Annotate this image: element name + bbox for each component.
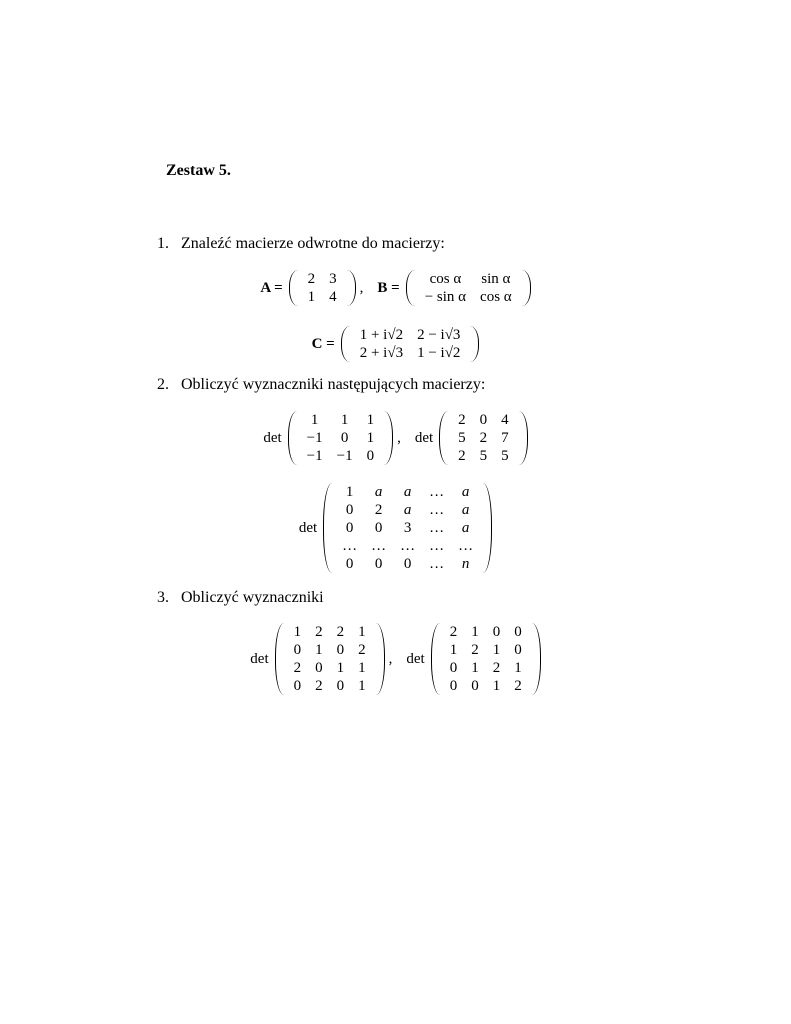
matrix-entry: 0 [471, 678, 479, 694]
matrix-entry: 1 [358, 678, 366, 694]
matrix-entry: a [403, 484, 412, 500]
right-paren [347, 270, 356, 306]
right-paren [522, 270, 531, 306]
matrix-entry: 0 [492, 624, 501, 640]
matrix-entry: … [429, 538, 445, 554]
matrix-entry: 2 [336, 624, 345, 640]
matrix-b-label: B = [377, 279, 400, 296]
matrix-entry: 2 [315, 678, 323, 694]
det-label: det [250, 650, 269, 667]
det-label: det [298, 519, 318, 536]
separator: , [359, 279, 364, 296]
matrix-row [300, 429, 381, 447]
matrix-row [443, 659, 529, 677]
equation-row-det-n [0, 480, 791, 576]
problem-number: 1. [157, 235, 169, 252]
matrix-entry: a [461, 520, 470, 536]
matrix-entry: 2 [293, 660, 302, 676]
matrix-row [287, 677, 373, 695]
equation-row-det-4x4 [0, 620, 791, 698]
problem-2 [157, 376, 485, 394]
problem-text: Obliczyć wyznaczniki [181, 589, 324, 606]
matrix-entry: 1 [492, 678, 501, 694]
matrix-entry: … [458, 538, 474, 554]
page-title: Zestaw 5. [166, 162, 231, 179]
right-paren [384, 411, 393, 465]
matrix-entry: 3 [329, 271, 337, 287]
matrix-entry: 1 − i√2 [417, 345, 461, 361]
matrix-entry: 1 [366, 430, 375, 446]
right-paren [470, 326, 479, 362]
matrix-entry: … [400, 538, 416, 554]
right-paren [532, 623, 541, 695]
equation-row-c [0, 322, 791, 366]
left-paren [431, 623, 440, 695]
matrix-a-label: A = [260, 279, 283, 296]
matrix-row [353, 344, 468, 362]
separator: , [388, 650, 393, 667]
matrix-row [335, 483, 480, 501]
matrix-entry: 2 − i√3 [417, 327, 461, 343]
matrix-det-3 [323, 483, 492, 573]
problem-number: 3. [157, 589, 169, 606]
matrix-entry: 2 [458, 412, 466, 428]
matrix-entry: 2 [358, 642, 366, 658]
matrix-entry: 0 [293, 642, 302, 658]
matrix-entry: cos α [429, 271, 462, 287]
matrix-row [301, 270, 344, 288]
matrix-entry: 1 + i√2 [359, 327, 404, 343]
matrix-row [335, 519, 480, 537]
matrix-entry: 1 [358, 660, 366, 676]
matrix-grid [335, 483, 480, 573]
matrix-row [451, 429, 516, 447]
matrix-entry: 1 [358, 624, 366, 640]
equation-row-ab [0, 266, 791, 310]
matrix-grid [443, 623, 529, 695]
matrix-row [335, 501, 480, 519]
matrix-entry: 1 [492, 642, 501, 658]
matrix-row [418, 288, 519, 306]
matrix-grid [287, 623, 373, 695]
matrix-entry: 0 [345, 520, 354, 536]
left-paren [288, 411, 297, 465]
matrix-entry: 0 [293, 678, 302, 694]
problem-3 [157, 589, 324, 607]
matrix-entry: 0 [514, 624, 522, 640]
matrix-entry: 2 [307, 271, 316, 287]
matrix-entry: 1 [315, 642, 323, 658]
problem-number: 2. [157, 376, 169, 393]
matrix-det-5 [431, 623, 541, 695]
matrix-row [287, 659, 373, 677]
matrix-entry: 0 [514, 642, 522, 658]
matrix-c [341, 326, 480, 362]
matrix-entry: 2 [458, 448, 466, 464]
matrix-entry: 0 [336, 678, 345, 694]
matrix-row [300, 447, 381, 465]
matrix-entry: a [461, 484, 470, 500]
matrix-entry: 1 [307, 289, 316, 305]
matrix-grid [300, 411, 381, 465]
matrix-entry: 4 [501, 412, 509, 428]
matrix-grid [353, 326, 468, 362]
matrix-entry: 2 [449, 624, 458, 640]
matrix-entry: … [429, 502, 445, 518]
matrix-entry: 1 [514, 660, 522, 676]
matrix-row [443, 677, 529, 695]
matrix-entry: 2 [374, 502, 383, 518]
problem-text: Obliczyć wyznaczniki następujących macierzy: [181, 376, 486, 393]
left-paren [439, 411, 448, 465]
matrix-entry: 2 [315, 624, 323, 640]
left-paren [406, 270, 415, 306]
matrix-grid [451, 411, 516, 465]
matrix-entry: 1 [336, 660, 345, 676]
matrix-entry: … [429, 484, 445, 500]
matrix-entry: 1 [471, 660, 479, 676]
matrix-entry: 0 [336, 642, 345, 658]
right-paren [376, 623, 385, 695]
matrix-entry: 1 [366, 412, 375, 428]
left-paren [275, 623, 284, 695]
matrix-row [443, 641, 529, 659]
matrix-b [406, 270, 531, 306]
det-label: det [263, 429, 282, 446]
matrix-grid [418, 270, 519, 306]
matrix-entry: 0 [315, 660, 323, 676]
matrix-entry: 0 [345, 556, 354, 572]
det-label: det [414, 429, 434, 446]
matrix-entry: n [461, 556, 470, 572]
left-paren [323, 483, 332, 573]
separator: , [397, 429, 401, 446]
matrix-entry: 3 [403, 520, 412, 536]
matrix-entry: 1 [310, 412, 319, 428]
matrix-entry: … [342, 538, 358, 554]
matrix-row [335, 555, 480, 573]
equation-row-det-3x3 [0, 408, 791, 468]
matrix-entry: 1 [449, 642, 458, 658]
matrix-entry: 0 [345, 502, 354, 518]
matrix-entry: 2 + i√3 [359, 345, 404, 361]
matrix-det-1 [288, 411, 393, 465]
matrix-entry: a [461, 502, 470, 518]
matrix-entry: 5 [501, 448, 509, 464]
matrix-entry: 0 [340, 430, 349, 446]
matrix-det-4 [275, 623, 385, 695]
matrix-entry: 0 [449, 678, 458, 694]
right-paren [519, 411, 528, 465]
matrix-row [300, 411, 381, 429]
matrix-row [443, 623, 529, 641]
matrix-entry: 7 [501, 430, 509, 446]
matrix-entry: a [403, 502, 412, 518]
matrix-row [335, 537, 480, 555]
matrix-det-2 [439, 411, 528, 465]
matrix-row [353, 326, 468, 344]
matrix-row [451, 411, 516, 429]
matrix-row [418, 270, 519, 288]
matrix-entry: 4 [329, 289, 337, 305]
matrix-row [301, 288, 344, 306]
matrix-entry: − sin α [424, 289, 467, 305]
matrix-entry: 0 [366, 448, 375, 464]
matrix-entry: … [429, 556, 445, 572]
matrix-row [287, 641, 373, 659]
matrix-grid [301, 270, 344, 306]
matrix-entry: 1 [471, 624, 479, 640]
matrix-entry: … [371, 538, 387, 554]
left-paren [341, 326, 350, 362]
matrix-a [289, 270, 356, 306]
matrix-entry: … [429, 520, 445, 536]
matrix-entry: 2 [492, 660, 501, 676]
matrix-entry: 0 [403, 556, 412, 572]
matrix-entry: 2 [514, 678, 522, 694]
matrix-entry: −1 [336, 448, 353, 464]
matrix-entry: sin α [481, 271, 511, 287]
matrix-entry: 0 [449, 660, 458, 676]
matrix-entry: 0 [479, 412, 488, 428]
matrix-row [287, 623, 373, 641]
problem-text: Znaleźć macierze odwrotne do macierzy: [181, 235, 445, 252]
det-label: det [406, 650, 425, 667]
matrix-entry: 0 [374, 520, 383, 536]
matrix-entry: −1 [306, 430, 323, 446]
matrix-entry: a [374, 484, 383, 500]
right-paren [483, 483, 492, 573]
left-paren [289, 270, 298, 306]
matrix-entry: −1 [306, 448, 323, 464]
matrix-c-label: C = [311, 335, 335, 352]
matrix-entry: 1 [340, 412, 349, 428]
matrix-entry: 0 [374, 556, 383, 572]
matrix-entry: 2 [471, 642, 479, 658]
problem-1 [157, 235, 445, 253]
matrix-entry: 5 [458, 430, 466, 446]
matrix-entry: 1 [293, 624, 302, 640]
matrix-entry: 2 [479, 430, 488, 446]
matrix-entry: 5 [479, 448, 488, 464]
matrix-entry: cos α [480, 289, 512, 305]
matrix-entry: 1 [345, 484, 354, 500]
matrix-row [451, 447, 516, 465]
